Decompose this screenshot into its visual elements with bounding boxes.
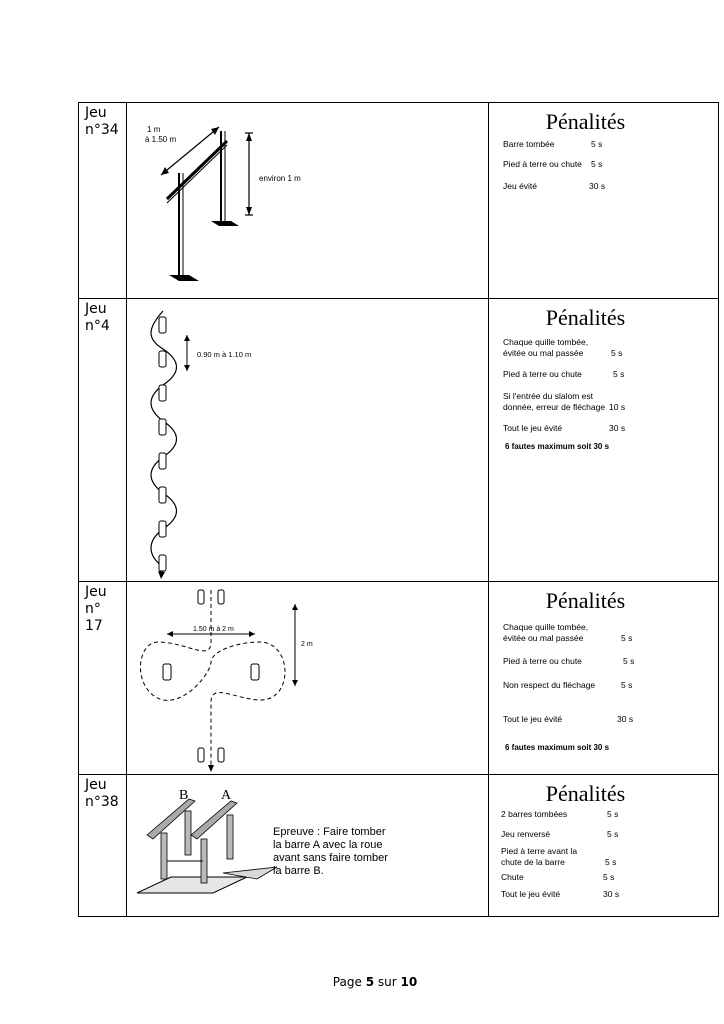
penalty-value: 30 s	[603, 889, 620, 899]
penalty-item	[489, 656, 718, 680]
penalty-item	[489, 680, 718, 714]
penalties-title: Pénalités	[545, 588, 626, 613]
penalty-value: 5 s	[623, 656, 635, 666]
height-label: 2 m	[301, 641, 313, 648]
penalties-17	[489, 582, 719, 775]
slalom-cone	[159, 317, 166, 333]
penalty-text: Chute	[501, 872, 524, 882]
description-line-3: avant sans faire tomber	[273, 852, 388, 864]
penalty-value: 5 s	[591, 159, 603, 169]
bar-a-label: A	[221, 788, 232, 803]
penalty-text: Barre tombée	[503, 139, 555, 149]
cones	[159, 317, 166, 571]
slalom-cone	[159, 521, 166, 537]
penalty-item	[489, 809, 718, 829]
description	[273, 826, 391, 877]
penalty-value: 5 s	[591, 139, 603, 149]
game-label: Jeu n°38	[85, 777, 119, 810]
penalty-value: 5 s	[603, 872, 615, 882]
penalty-item	[489, 622, 718, 656]
penalty-item	[489, 423, 718, 441]
penalty-item	[489, 369, 718, 391]
slalom-diagram	[127, 299, 489, 581]
penalty-text: Pied à terre avant la chute de la barre	[501, 846, 578, 867]
game-row-34	[79, 103, 719, 299]
penalty-note: 6 fautes maximum soit 30 s	[505, 743, 610, 752]
penalties-title: Pénalités	[545, 109, 626, 134]
description-line-2: la barre A avec la roue	[273, 839, 383, 851]
game-row-4	[79, 299, 719, 582]
page-word: Page	[332, 975, 362, 989]
length-label	[145, 125, 176, 144]
penalty-text: Si l'entrée du slalom est donnée, erreur de fléchage	[503, 391, 606, 412]
slalom-cone	[159, 351, 166, 367]
penalties-34	[489, 103, 719, 299]
page-total: 10	[400, 975, 418, 989]
eight-path	[140, 590, 285, 766]
penalties-4	[489, 299, 719, 582]
penalty-item	[489, 139, 718, 159]
figure-eight	[127, 582, 489, 775]
game-label: Jeu n°34	[85, 105, 119, 138]
penalty-text: Pied à terre ou chute	[503, 369, 582, 379]
penalty-text: Tout le jeu évité	[501, 889, 561, 899]
penalty-text: Pied à terre ou chute	[503, 656, 582, 666]
penalty-item	[489, 337, 718, 369]
page-footer	[0, 975, 724, 989]
game-row-17	[79, 582, 719, 775]
penalty-value: 5 s	[611, 348, 623, 358]
penalty-text: Non respect du fléchage	[503, 680, 596, 690]
slalom-cone	[159, 385, 166, 401]
penalty-value: 10 s	[609, 402, 626, 412]
bar-b-label: B	[179, 788, 189, 803]
penalty-text: Tout le jeu évité	[503, 423, 563, 433]
description-line-4: la barre B.	[273, 865, 324, 877]
penalty-value: 5 s	[607, 829, 619, 839]
penalty-item	[489, 829, 718, 846]
penalties-38	[489, 775, 719, 917]
cone-right	[251, 664, 259, 680]
penalties-title: Pénalités	[545, 305, 626, 330]
slalom-cone	[159, 555, 166, 571]
game-row-38	[79, 775, 719, 917]
length-label-line-1: 1 m	[147, 125, 161, 134]
slalom-cone	[159, 487, 166, 503]
penalty-text: Jeu évité	[503, 181, 538, 191]
penalty-item	[489, 714, 718, 732]
penalty-item	[489, 889, 718, 906]
penalty-value: 5 s	[605, 857, 617, 867]
penalty-item	[489, 872, 718, 889]
bars-diagram	[127, 775, 489, 916]
slalom-cone	[159, 453, 166, 469]
width-label: 1.50 m à 2 m	[193, 626, 234, 633]
penalty-value: 30 s	[589, 181, 606, 191]
penalty-note: 6 fautes maximum soit 30 s	[505, 442, 610, 451]
penalty-item	[489, 159, 718, 181]
hurdle-diagram	[127, 103, 489, 298]
penalty-value: 5 s	[613, 369, 625, 379]
penalty-value: 30 s	[617, 714, 634, 724]
penalty-item	[489, 181, 718, 201]
figure-hurdle	[127, 103, 489, 299]
figure-eight-diagram	[127, 582, 489, 774]
cone-left	[163, 664, 171, 680]
height-label: environ 1 m	[259, 174, 301, 183]
penalty-text: 2 barres tombées	[501, 809, 568, 819]
game-label: Jeu n°4	[85, 301, 110, 334]
figure-slalom	[127, 299, 489, 582]
penalty-text: Chaque quille tombée, évitée ou mal passée	[503, 337, 589, 358]
penalty-text: Jeu renversé	[501, 829, 551, 839]
page-number: 5	[365, 975, 375, 989]
penalty-value: 30 s	[609, 423, 626, 433]
description-line-1: Epreuve : Faire tomber	[273, 826, 386, 838]
penalty-text: Tout le jeu évité	[503, 714, 563, 724]
length-label-line-2: à 1.50 m	[145, 135, 177, 144]
figure-bars	[127, 775, 489, 917]
penalties-title: Pénalités	[545, 781, 626, 806]
slalom-cone	[159, 419, 166, 435]
penalty-item	[489, 846, 718, 872]
penalty-text: Pied à terre ou chute	[503, 159, 582, 169]
penalty-value: 5 s	[621, 633, 633, 643]
games-table	[78, 102, 719, 917]
penalty-text: Chaque quille tombée, évitée ou mal passée	[503, 622, 589, 643]
penalty-value: 5 s	[621, 680, 633, 690]
game-label: Jeu n° 17	[85, 584, 107, 634]
of-word: sur	[377, 975, 397, 989]
spacing-label: 0.90 m à 1.10 m	[197, 350, 252, 359]
penalty-value: 5 s	[607, 809, 619, 819]
penalty-item	[489, 391, 718, 423]
